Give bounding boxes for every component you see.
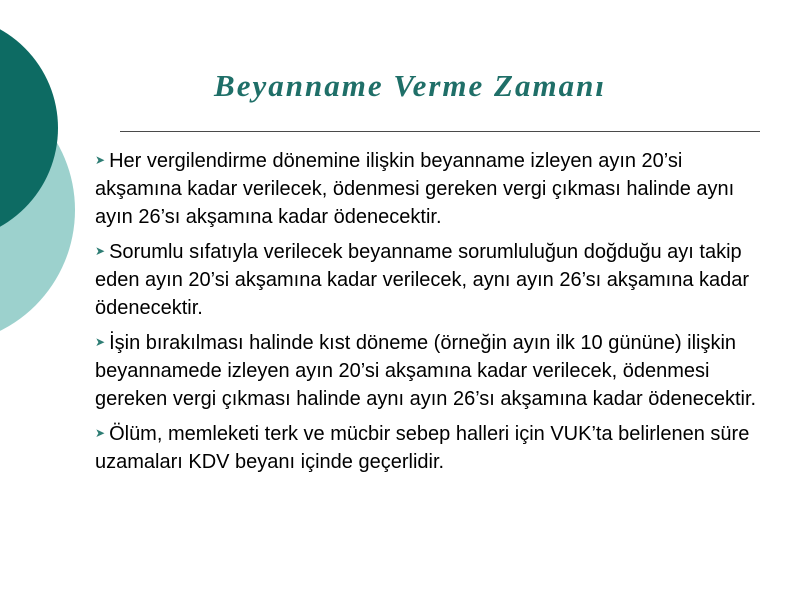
bullet-item xyxy=(95,419,765,476)
arrow-bullet-icon: ➤ xyxy=(95,426,106,440)
arrow-bullet-icon: ➤ xyxy=(95,335,106,349)
bullet-text: Her vergilendirme dönemine ilişkin beyanname izleyen ayın 20’si akşamına kadar verilecek, ödenmesi gereken vergi çıkması halinde aynı ayın 26’sı akşamına kadar ödenecektir. xyxy=(95,150,735,228)
arrow-bullet-icon: ➤ xyxy=(95,244,106,258)
bullet-text: Ölüm, memleketi terk ve mücbir sebep halleri için VUK’ta belirlenen süre uzamaları KDV beyanı içinde geçerlidir. xyxy=(95,423,750,473)
bullet-list xyxy=(95,146,765,482)
bullet-item xyxy=(95,328,765,413)
arrow-bullet-icon: ➤ xyxy=(95,153,106,167)
title-divider xyxy=(120,131,760,132)
bullet-text: Sorumlu sıfatıyla verilecek beyanname sorumluluğun doğduğu ayı takip eden ayın 20’si akşamına kadar verilecek, aynı ayın 26’sı akşamına kadar ödenecektir. xyxy=(95,241,750,319)
slide-title: Beyanname Verme Zamanı xyxy=(214,68,606,103)
bullet-text: İşin bırakılması halinde kıst döneme (örneğin ayın ilk 10 gününe) ilişkin beyannamede izleyen ayın 20’si akşamına kadar verilecek, ödenmesi gereken vergi çıkması halinde aynı ayın 26’sı akşamına kadar ödenecektir. xyxy=(95,332,757,410)
bullet-item xyxy=(95,237,765,322)
bullet-item xyxy=(95,146,765,231)
